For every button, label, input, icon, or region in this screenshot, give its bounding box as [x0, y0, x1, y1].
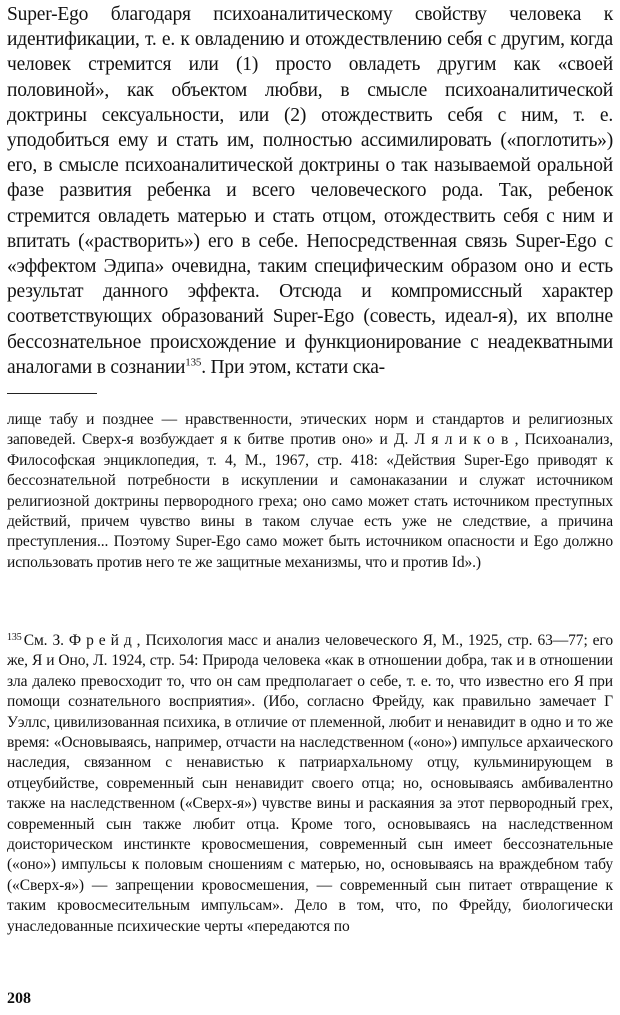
main-text: Super-Ego благодаря психоаналитическому свойству человека к идентификации, т. е. к овладению и отождествлению себя с другим, когда человек стремится или (1) просто овладеть другим как «своей половиной», как объектом любви, в смысле психоаналитической доктрины сексуальности, или (2) отождествить себя с ним, т. е. уподобиться ему и стать им, полностью ассимилировать («поглотить») его, в смысле психоаналитической доктрины о так называемой оральной фазе развития ребенка и всего человеческого рода. Так, ребенок стремится овладеть матерью и стать отцом, отождествить себя с ним и впитать («растворить») его в себе. Непосредственная связь Super-Ego с «эффектом Эдипа» очевидна, таким специфическим образом оно и есть результат данного эффекта. Отсюда и компромиссный характер соответствующих образований Super-Ego (совесть, идеал-я), их вполне бессознательное происхождение и функционирование с неадекватными аналогами в сознании [7, 4, 613, 378]
footnote-separator [7, 393, 97, 394]
footnote-reference-135: 135 [185, 356, 202, 369]
main-paragraph [7, 2, 613, 380]
footnote-continuation: лище табу и позднее — нравственности, этических норм и стандартов и религиозных заповедей. Сверх-я возбуждает я к битве против оно» и Д. Л я л и к о в , Психоанализ, Философская энциклопедия, т. 4, М., 1967, стр. 418: «Действия Super-Ego приводят к бессознательной потребности в искуплении и самонаказании и служат источником религиозной доктрины первородного греха; оно само может стать источником преступных действий, причем чувство вины в таком случае есть уже не следствие, а причина преступления... Поэтому Super-Ego само может быть источником опасности и Ego должно использовать против него те же защитные механизмы, что и против Id».) [7, 411, 613, 571]
footnote-135 [7, 628, 613, 937]
main-text-end: . При этом, кстати ска- [201, 356, 385, 378]
footnote-number: 135 [7, 632, 22, 643]
footnote-135-text: См. З. Ф р е й д , Психология масс и анализ человеческого Я, М., 1925, стр. 63—77; его же, Я и Оно, Л. 1924, стр. 54: Природа человека «как в отношении добра, так и в отношении зла далеко превосходит то, что он сам предполагает о себе, т. е. то, что известно его Я при помощи сознательного восприятия». (Ибо, согласно Фрейду, как правильно замечает Г Уэллс, цивилизованная психика, в отличие от племенной, любит и ненавидит в одно и то же время: «Основываясь, например, отчасти на наследственном («оно») импульсе архаического наследия, связанном с ненавистью к патриархальному отцу, кульминирующем в отцеубийстве, современный сын ненавидит своего отца; но, основываясь амбивалентно также на наследственном («Сверх-я») чувстве вины и раскаяния за этот первородный грех, современный сын также любит отца. Кроме того, основываясь на наследственном доисторическом инстинкте кровосмешения, современный сын имеет бессознательные («оно») импульсы к половым сношениям с матерью, но, основываясь на враждебном табу («Сверх-я») — запрещении кровосмешения, — современный сын питает отвращение к таким кровосмесительным импульсам». Дело в том, что, по Фрейду, биологически унаследованные психические черты «передаются по [7, 632, 613, 935]
page-number: 208 [7, 990, 31, 1007]
